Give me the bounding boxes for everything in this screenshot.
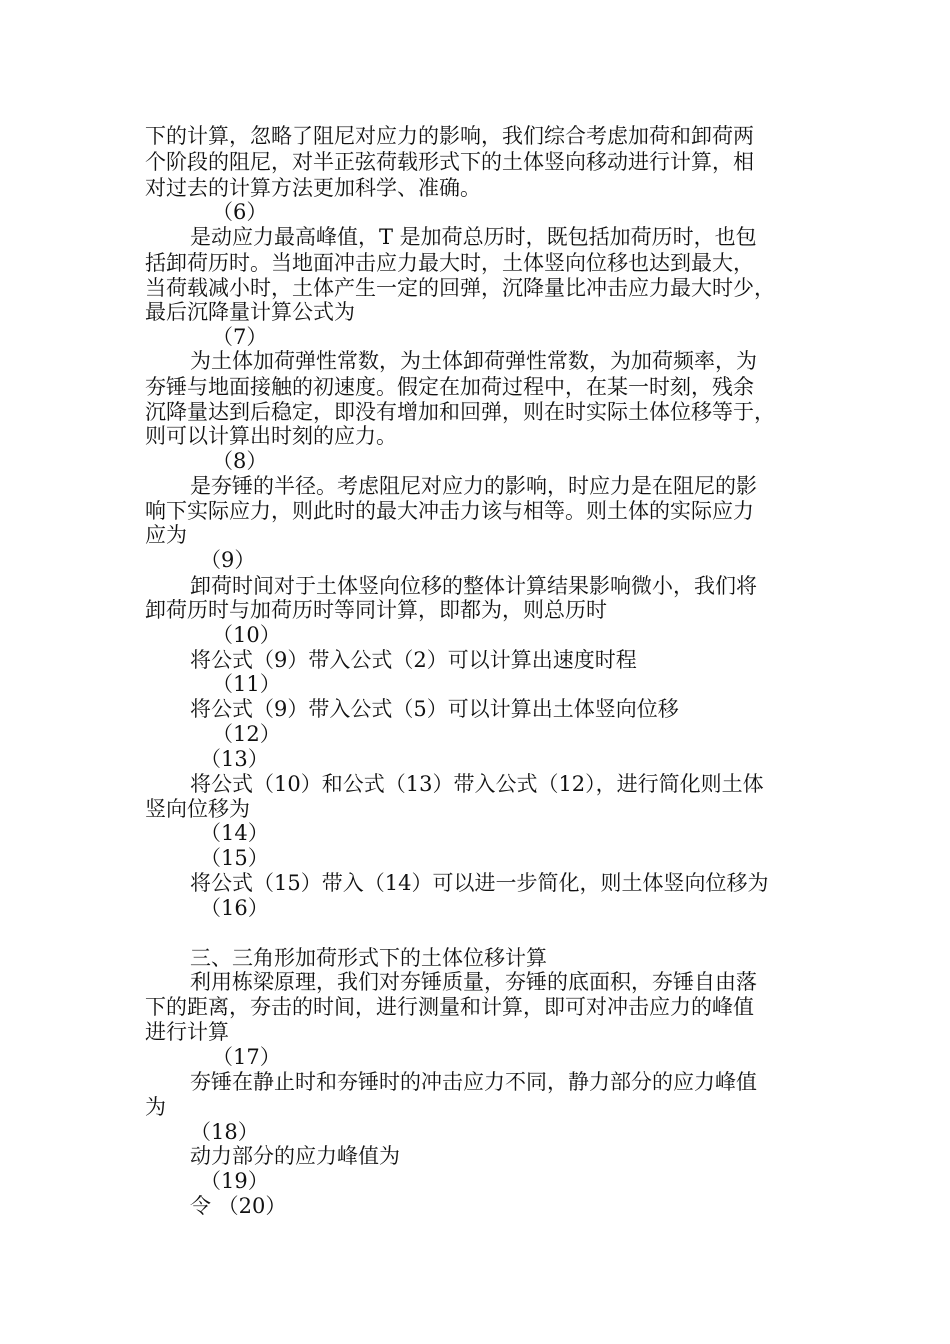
equation-number: （11） <box>212 672 281 696</box>
section-heading: 三、三角形加荷形式下的土体位移计算 <box>190 946 547 970</box>
text-line: 则可以计算出时刻的应力。 <box>145 424 397 448</box>
text-line: 响下实际应力，则此时的最大冲击力该与相等。则土体的实际应力 <box>145 499 754 523</box>
text-line: 对过去的计算方法更加科学、准确。 <box>145 176 481 200</box>
text-line: 是动应力最高峰值，T 是加荷总历时，既包括加荷历时，也包 <box>190 225 757 249</box>
text-line: 当荷载减小时，土体产生一定的回弹，沉降量比冲击应力最大时少， <box>145 276 775 300</box>
equation-number: （6） <box>212 200 268 224</box>
text-line: 夯锤与地面接触的初速度。假定在加荷过程中，在某一时刻，残余 <box>145 375 754 399</box>
text-line: 将公式（15）带入（14）可以进一步简化，则土体竖向位移为 <box>190 871 769 895</box>
text-line: 卸荷历时与加荷历时等同计算，即都为，则总历时 <box>145 598 607 622</box>
text-line: 动力部分的应力峰值为 <box>190 1144 400 1168</box>
text-line: 夯锤在静止时和夯锤时的冲击应力不同，静力部分的应力峰值 <box>190 1070 757 1094</box>
text-line: 为土体加荷弹性常数，为土体卸荷弹性常数，为加荷频率，为 <box>190 349 757 373</box>
equation-number: （9） <box>200 548 256 572</box>
equation-number: （13） <box>200 747 269 771</box>
equation-number: （16） <box>200 896 269 920</box>
text-line: 下的距离，夯击的时间，进行测量和计算，即可对冲击应力的峰值 <box>145 995 754 1019</box>
equation-number: （17） <box>212 1045 281 1069</box>
equation-number: （7） <box>212 325 268 349</box>
text-line: 进行计算 <box>145 1020 229 1044</box>
text-line: 令 （20） <box>190 1194 287 1218</box>
text-line: 将公式（10）和公式（13）带入公式（12），进行简化则土体 <box>190 772 764 796</box>
equation-number: （14） <box>200 821 269 845</box>
text-line: 应为 <box>145 523 187 547</box>
text-line: 括卸荷历时。当地面冲击应力最大时，土体竖向位移也达到最大， <box>145 251 754 275</box>
equation-number: （15） <box>200 846 269 870</box>
text-line: 最后沉降量计算公式为 <box>145 300 355 324</box>
text-line: 将公式（9）带入公式（2）可以计算出速度时程 <box>190 648 637 672</box>
text-line: 沉降量达到后稳定，即没有增加和回弹，则在时实际土体位移等于， <box>145 400 775 424</box>
text-line: 竖向位移为 <box>145 797 250 821</box>
equation-number: （8） <box>212 449 268 473</box>
text-line: 是夯锤的半径。考虑阻尼对应力的影响，时应力是在阻尼的影 <box>190 474 757 498</box>
text-line: 下的计算，忽略了阻尼对应力的影响，我们综合考虑加荷和卸荷两 <box>145 124 754 148</box>
text-line: 将公式（9）带入公式（5）可以计算出土体竖向位移 <box>190 697 679 721</box>
equation-number: （18） <box>190 1120 259 1144</box>
equation-number: （10） <box>212 623 281 647</box>
text-line: 个阶段的阻尼，对半正弦荷载形式下的土体竖向移动进行计算，相 <box>145 150 754 174</box>
text-line: 为 <box>145 1095 166 1119</box>
equation-number: （19） <box>200 1169 269 1193</box>
text-line: 利用栋梁原理，我们对夯锤质量，夯锤的底面积，夯锤自由落 <box>190 970 757 994</box>
equation-number: （12） <box>212 722 281 746</box>
text-line: 卸荷时间对于土体竖向位移的整体计算结果影响微小，我们将 <box>190 574 757 598</box>
